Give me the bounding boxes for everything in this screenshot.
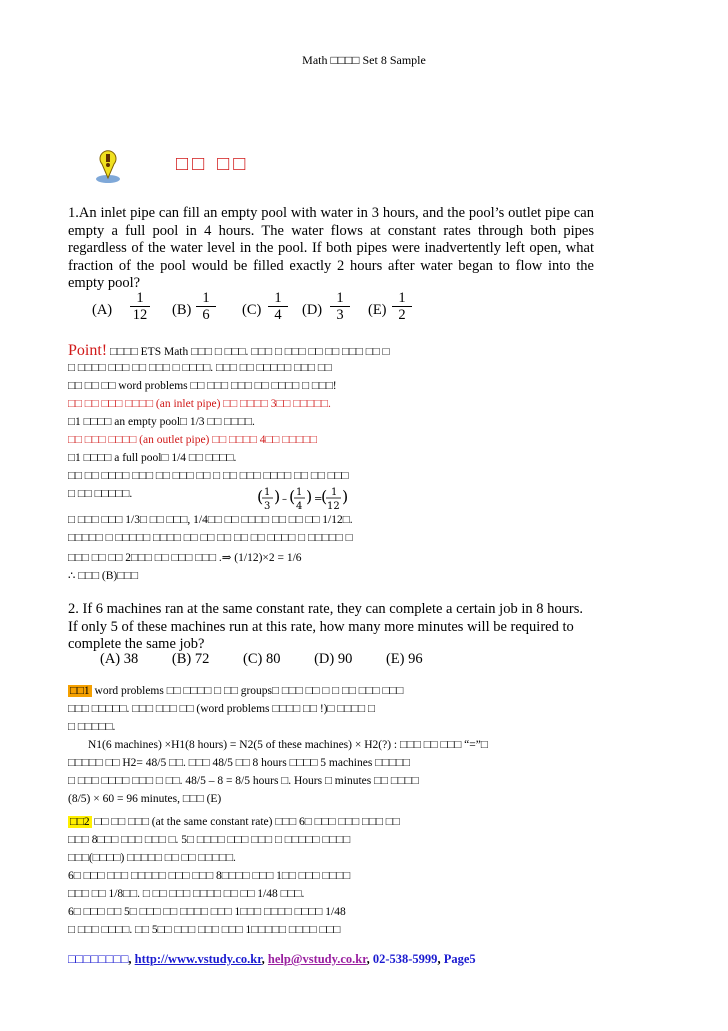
explain-line: Point! □□□□ ETS Math □□□ □ □□□. □□□ □ □□□ □□ □□ □□□ □□ □ xyxy=(68,342,390,359)
explain-line: □□ □□ □□ word problems □□ □□□ □□□ □□ □□□□ □ □□□! xyxy=(68,380,337,392)
lightbulb-pin-icon xyxy=(94,148,122,184)
choice-label: (E) xyxy=(368,302,387,318)
fraction-equation xyxy=(255,482,350,516)
explain-line: ∴ □□□ (B)□□□ xyxy=(68,570,139,582)
explain-line: 6□ □□□ □□□ □□□□□ □□□ □□□ 8□□□□ □□□ 1□□ □□□ □□□□ xyxy=(68,870,351,882)
footer-company: □□□□□□□□ xyxy=(68,952,129,966)
question-1-choices xyxy=(92,290,432,326)
explain-line: □□ □□ □□□ □□□□ (an inlet pipe) □□ □□□□ 3□□ □□□□□. xyxy=(68,398,331,410)
eq-den-3: 12 xyxy=(327,501,340,512)
explain-line: □□2 □□ □□ □□□ (at the same constant rate) □□□ 6□ □□□ □□□ □□□ □□ xyxy=(70,816,400,828)
footer-email-link[interactable]: help@vstudy.co.kr xyxy=(267,952,367,966)
svg-text:): ) xyxy=(342,487,349,506)
choice-fraction: $\frac{1}{4}$ xyxy=(268,290,288,323)
method-2-tag: □□2 xyxy=(70,816,90,828)
explain-line: 6□ □□□ □□ 5□ □□□ □□ □□□□ □□□ 1□□□ □□□□ □□□□ 1/48 xyxy=(68,906,346,918)
explain-line: □ □□□□ □□□ □□ □□□ □ □□□□. □□□ □□ □□□□□ □□□ □□ xyxy=(68,362,332,374)
explain-line: □1 □□□□ a full pool□ 1/4 □□ □□□□. xyxy=(68,452,237,464)
choice-label: (C) xyxy=(242,302,262,318)
choice-fraction: $\frac{1}{6}$ xyxy=(196,290,216,323)
explain-line: □ □□ □□□□□. xyxy=(68,488,133,500)
point-label: Point! xyxy=(68,342,108,359)
svg-text:=: = xyxy=(314,494,323,505)
eq-den-2: 4 xyxy=(296,501,303,512)
choice-label: (D) xyxy=(302,302,323,318)
choice-fraction: $\frac{1}{3}$ xyxy=(330,290,350,323)
explain-line: □□□(□□□□) □□□□□ □□ □□ □□□□□. xyxy=(68,852,236,864)
explain-line: N1(6 machines) ×H1(8 hours) = N2(5 of these machines) × H2(?) : □□□ □□ □□□ “=”□ xyxy=(88,739,488,751)
explain-line: □□□ □□ □□ 2□□□ □□ □□□ □□□ .⇒ (1/12)×2 = 1/6 xyxy=(68,552,302,564)
footer-page: Page5 xyxy=(443,952,476,966)
page-footer: □□□□□□□□, http://www.vstudy.co.kr, help@vstudy.co.kr, 02-538-5999, Page5 xyxy=(68,952,476,966)
eq-num-2: 1 xyxy=(296,487,303,498)
explain-line: □□1 word problems □□ □□□□ □ □□ groups□ □□□ □□ □ □ □□ □□□ □□□ xyxy=(70,685,404,697)
method-1-tag: □□1 xyxy=(70,685,90,697)
explain-line: □1 □□□□ an empty pool□ 1/3 □□ □□□□. xyxy=(68,416,255,428)
svg-text:): ) xyxy=(306,487,313,506)
explain-line: □□ □□□ □□□□ (an outlet pipe) □□ □□□□ 4□□ □□□□□ xyxy=(68,434,317,446)
explain-line: (8/5) × 60 = 96 minutes, □□□ (E) xyxy=(68,793,222,805)
choice-label: (A) xyxy=(92,302,113,318)
explain-line: □□□ 8□□□ □□□ □□□ □. 5□ □□□□ □□□ □□□ □ □□□□□ □□□□ xyxy=(68,834,351,846)
svg-text:(: ( xyxy=(321,487,328,506)
explain-line: □ □□□ □□□□ □□□ □ □□. 48/5 – 8 = 8/5 hours □. Hours □ minutes □□ □□□□ xyxy=(68,775,419,787)
svg-text:): ) xyxy=(274,487,281,506)
section-title: □□ □□ xyxy=(176,153,250,175)
eq-num-1: 1 xyxy=(264,487,271,498)
footer-phone: 02-538-5999 xyxy=(372,952,438,966)
question-1-text: 1.An inlet pipe can fill an empty pool with water in 3 hours, and the pool’s outlet pipe can empty a full pool in 4 hours. The water flows at constant rates through both pipes regardless of the water level in the pool. If both pipes were inadvertently left open, what fraction of the pool would be filled exactly 2 hours after water began to flow into the empty pool? xyxy=(68,205,594,291)
explain-line: □ □□□□□. xyxy=(68,721,116,733)
choice-fraction: $\frac{1}{2}$ xyxy=(392,290,412,323)
explain-line: □□□□□ □□ H2= 48/5 □□. □□□ 48/5 □□ 8 hours □□□□ 5 machines □□□□□ xyxy=(68,757,410,769)
svg-text:(: ( xyxy=(289,487,296,506)
page-header: Math □□□□ Set 8 Sample xyxy=(302,53,426,67)
svg-text:(: ( xyxy=(257,487,264,506)
footer-url-link[interactable]: http://www.vstudy.co.kr xyxy=(134,952,262,966)
explain-line: □□ □□ □□□□ □□□ □□ □□□ □□ □ □□ □□□ □□□□ □□ □□ □□□ xyxy=(68,470,349,482)
explain-line: □ □□□ □□□ 1/3□ □□ □□□, 1/4□□ □□ □□□□ □□ □□ □□ 1/12□. xyxy=(68,514,353,526)
explain-line: □ □□□ □□□□. □□ 5□□ □□□ □□□ □□□ 1□□□□□ □□□□ □□□ xyxy=(68,924,341,936)
explain-line: □□□□□ □ □□□□□ □□□□ □□ □□ □□ □□ □□ □□□□ □ □□□□□ □ xyxy=(68,532,353,544)
question-2-choices: (A) 38 (B) 72 (C) 80 (D) 90 (E) 96 xyxy=(100,651,423,667)
svg-text:–: – xyxy=(282,494,287,505)
explain-line: □□□ □□□□□. □□□ □□□ □□ (word problems □□□□ □□ !)□ □□□□ □ xyxy=(68,703,375,715)
question-2-text: 2. If 6 machines ran at the same constant rate, they can complete a certain job in 8 hours. If only 5 of these machines run at this rate, how many more minutes will be required to complete the same job? xyxy=(68,601,583,652)
choice-label: (B) xyxy=(172,302,192,318)
explain-line: □□□ □□ 1/8□□. □ □□ □□□ □□□□ □□ □□ 1/48 □□□. xyxy=(68,888,305,900)
choice-fraction: $\frac{1}{12}$ xyxy=(130,290,150,323)
eq-den-1: 3 xyxy=(264,501,271,512)
eq-num-3: 1 xyxy=(331,487,338,498)
